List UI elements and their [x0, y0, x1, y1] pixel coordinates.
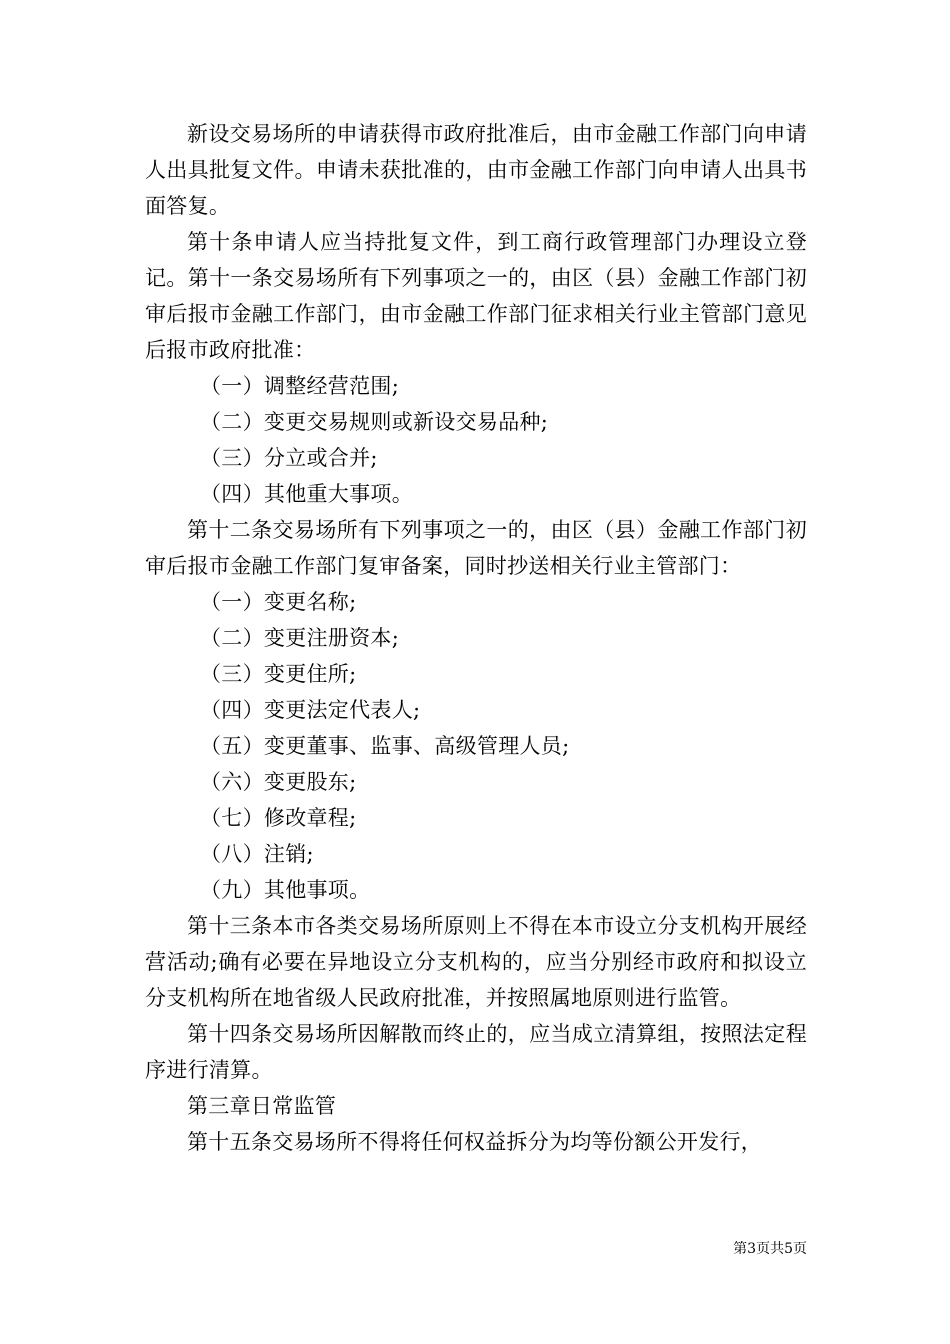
list-item: （一）调整经营范围;: [200, 374, 400, 398]
paragraph: 第十三条本市各类交易场所原则上不得在本市设立分支机构开展经营活动;确有必要在异地设立分支机构的，应当分别经市政府和拟设立分支机构所在地省级人民政府批准，并按照属地原则进行监管。: [145, 914, 807, 1010]
list-item: （四）变更法定代表人;: [200, 698, 421, 722]
list-item: （二）变更注册资本;: [200, 626, 400, 650]
paragraph: 第十四条交易场所因解散而终止的，应当成立清算组，按照法定程序进行清算。: [145, 1022, 807, 1082]
document-body: [145, 116, 807, 1160]
list-item: （五）变更董事、监事、高级管理人员;: [200, 734, 570, 758]
list-item: （九）其他事项。: [200, 878, 371, 902]
list-item: （一）变更名称;: [200, 590, 357, 614]
paragraph: 新设交易场所的申请获得市政府批准后，由市金融工作部门向申请人出具批复文件。申请未获批准的，由市金融工作部门向申请人出具书面答复。: [145, 122, 807, 218]
list-item: （三）变更住所;: [200, 662, 357, 686]
list-item: （二）变更交易规则或新设交易品种;: [200, 410, 549, 434]
page-number: 第3页共5页: [733, 1241, 807, 1257]
list-item: （八）注销;: [200, 842, 314, 866]
list-item: （三）分立或合并;: [200, 446, 378, 470]
list-item: （四）其他重大事项。: [200, 482, 413, 506]
list-item: （六）变更股东;: [200, 770, 357, 794]
paragraph: 第十二条交易场所有下列事项之一的，由区（县）金融工作部门初审后报市金融工作部门复审备案，同时抄送相关行业主管部门：: [145, 518, 807, 578]
paragraph: 第十五条交易场所不得将任何权益拆分为均等份额公开发行，: [187, 1130, 763, 1154]
chapter-heading: 第三章日常监管: [187, 1094, 337, 1118]
list-item: （七）修改章程;: [200, 806, 357, 830]
paragraph: 第十条申请人应当持批复文件，到工商行政管理部门办理设立登记。第十一条交易场所有下列事项之一的，由区（县）金融工作部门初审后报市金融工作部门，由市金融工作部门征求相关行业主管部门意见后报市政府批准：: [145, 230, 807, 362]
